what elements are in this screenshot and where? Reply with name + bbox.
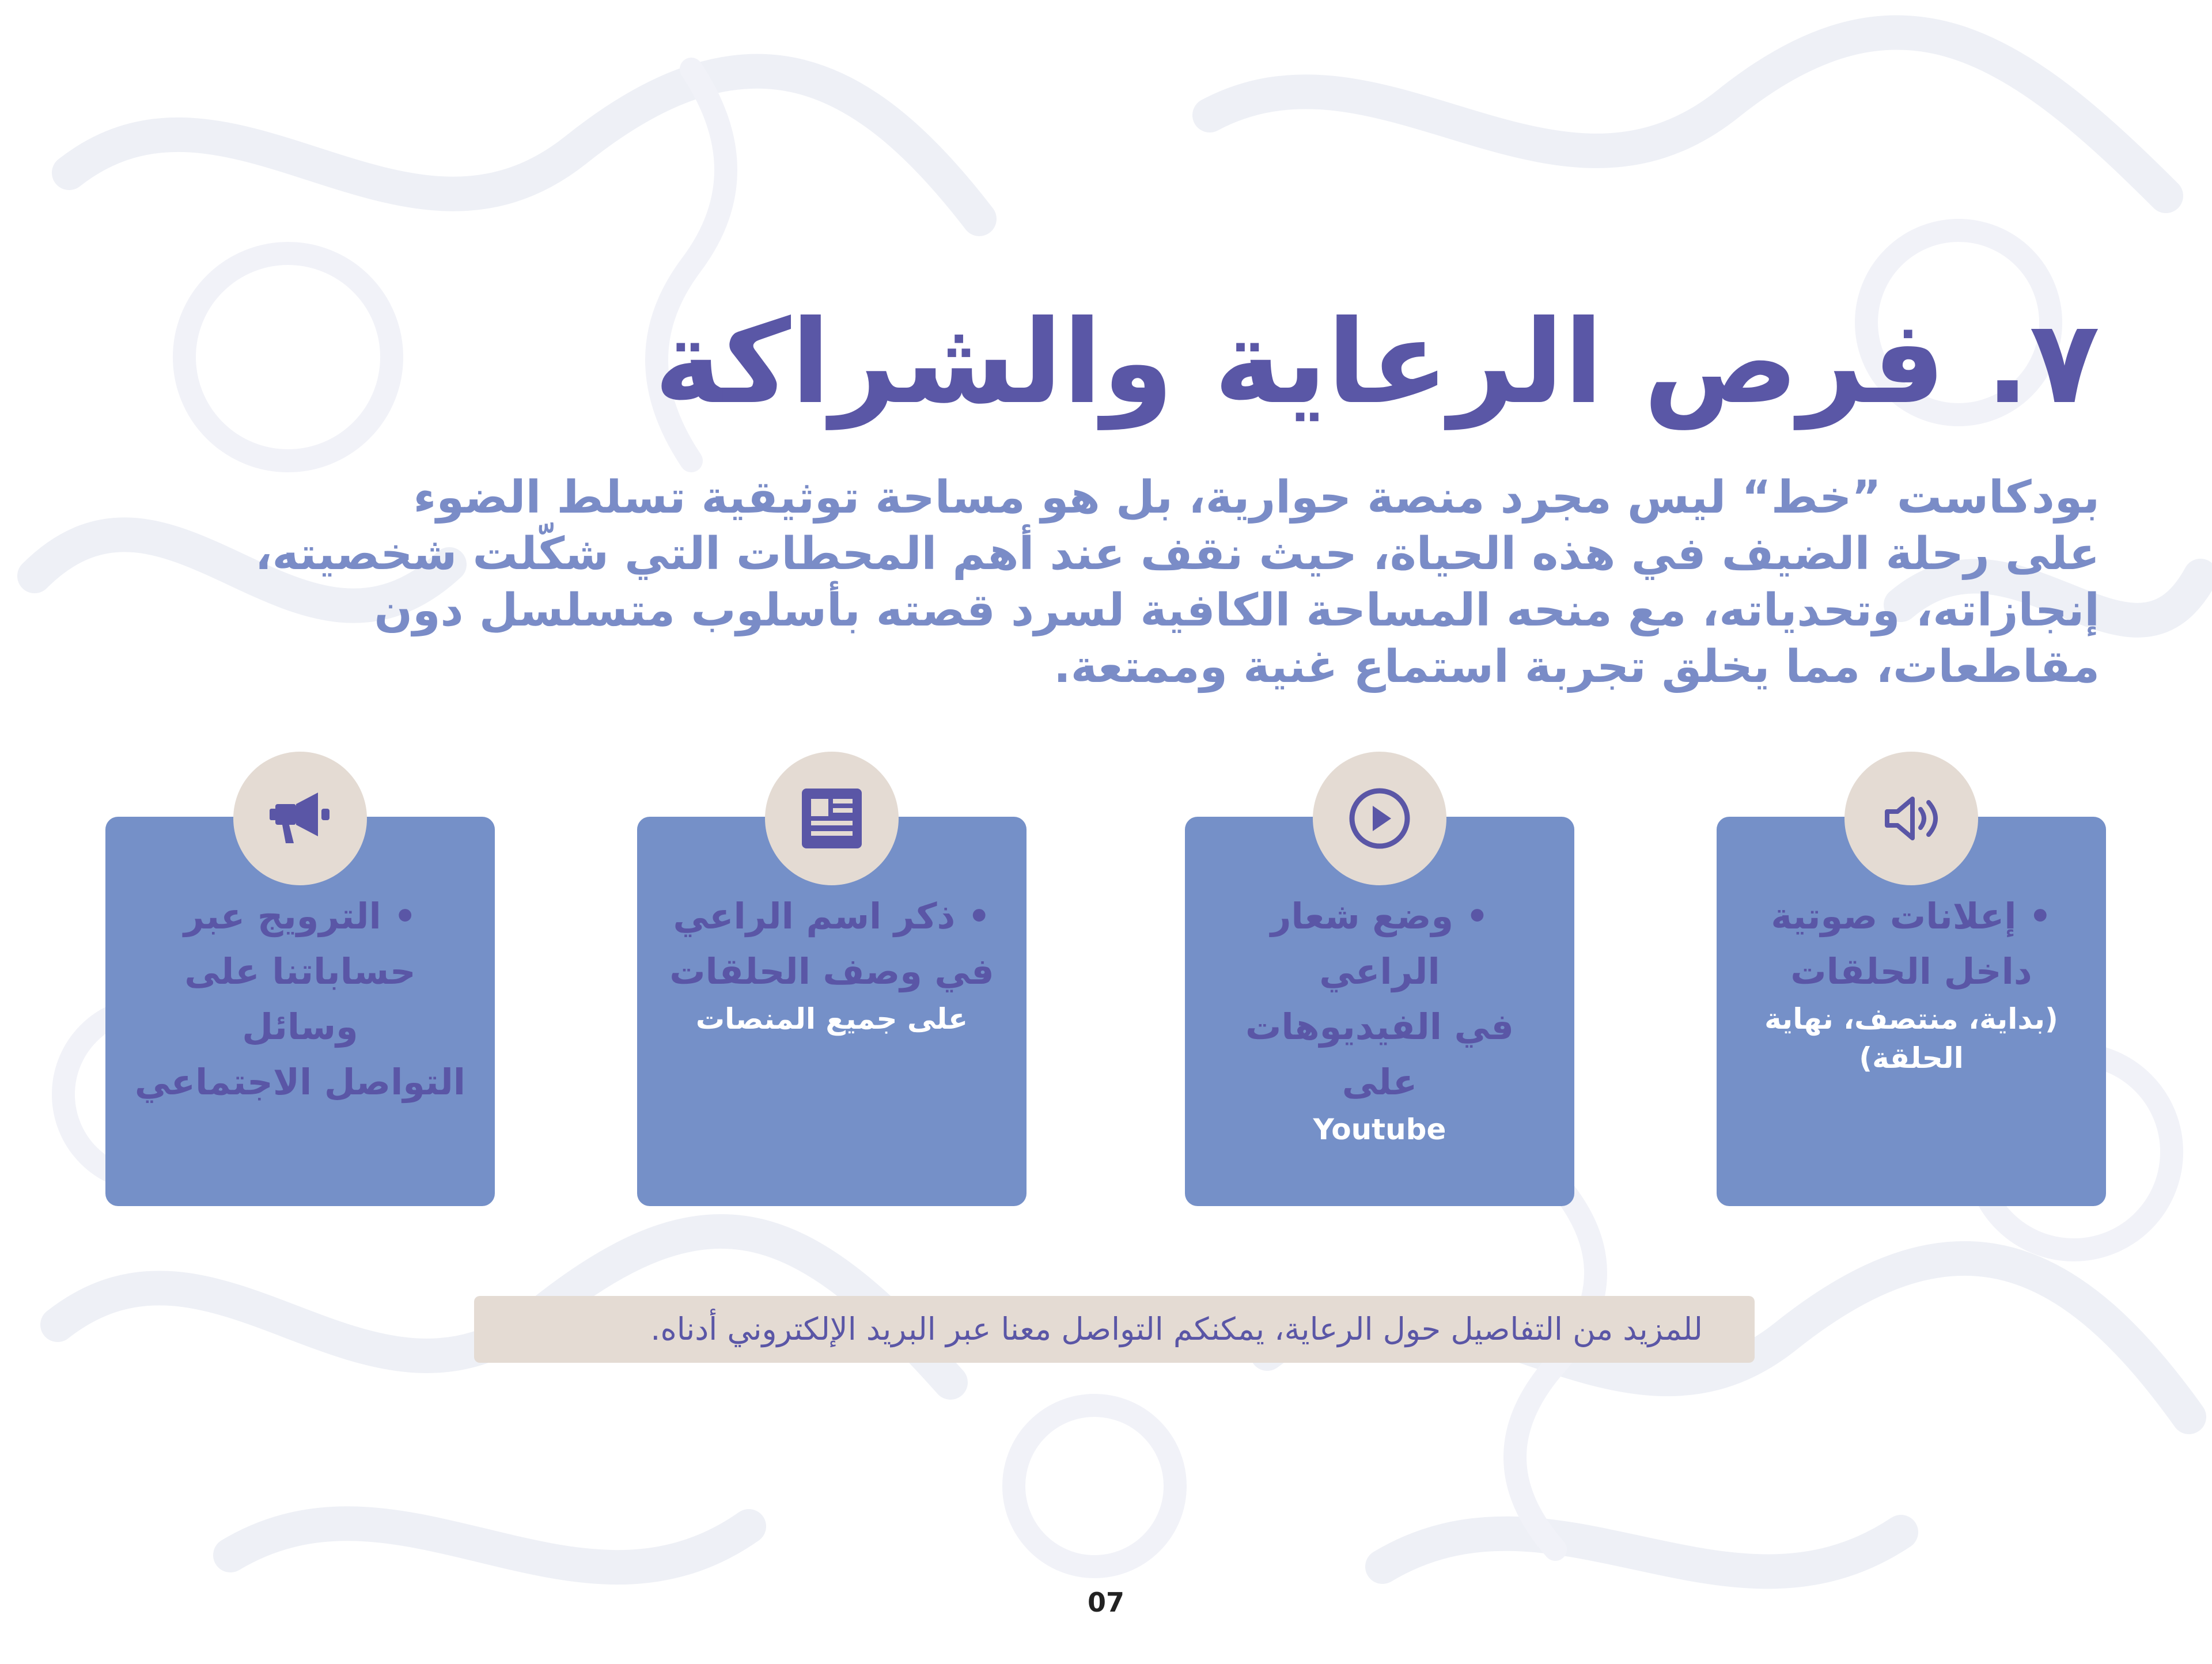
card-line: داخل الحلقات xyxy=(1790,950,2032,992)
card-line: حساباتنا على وسائل xyxy=(184,950,416,1048)
card-line: • ذكر اسم الراعي xyxy=(673,895,991,937)
intro-line: على رحلة الضيف في هذه الحياة، حيث نقف عند أهم المحطات التي شكّلت شخصيته، xyxy=(255,528,2100,580)
card-line: • إعلانات صوتية xyxy=(1771,895,2052,937)
card-line: • الترويج عبر xyxy=(184,895,416,937)
card-line: في الفيديوهات xyxy=(1245,1006,1514,1048)
card-text xyxy=(128,889,472,1110)
card-line: التواصل الاجتماعي xyxy=(134,1061,466,1103)
card-line: على xyxy=(1342,1061,1418,1103)
contact-note-text: للمزيد من التفاصيل حول الرعاية، يمكنكم التواصل معنا عبر البريد الإلكتروني أدناه. xyxy=(650,1311,1703,1347)
card-sub-text xyxy=(1208,1110,1551,1149)
card-subline: (بداية، منتصف، نهاية xyxy=(1764,1002,2058,1036)
card-subline: الحلقة) xyxy=(1859,1041,1964,1075)
play-circle-icon xyxy=(1345,784,1414,853)
card-icon-badge xyxy=(1844,752,1978,885)
speaker-icon xyxy=(1877,790,1946,847)
card-line: • وضع شعار الراعي xyxy=(1270,895,1489,992)
card-text xyxy=(1740,889,2083,1078)
megaphone-icon xyxy=(263,787,338,850)
card-text xyxy=(660,889,1003,1038)
article-icon xyxy=(798,785,865,852)
page-number: 07 xyxy=(1087,1587,1124,1618)
card-sub-text xyxy=(660,999,1003,1038)
card-icon-badge xyxy=(765,752,899,885)
card-icon-badge xyxy=(233,752,367,885)
intro-line: مقاطعات، مما يخلق تجربة استماع غنية وممتعة. xyxy=(1054,641,2100,693)
intro-line: إنجازاته، وتحدياته، مع منحه المساحة الكافية لسرد قصته بأسلوب متسلسل دون xyxy=(374,585,2100,636)
card-main-text xyxy=(1740,889,2083,999)
intro-line: بودكاست ”خط“ ليس مجرد منصة حوارية، بل هو مساحة توثيقية تسلط الضوء xyxy=(413,472,2100,524)
card-icon-badge xyxy=(1313,752,1446,885)
contact-note-banner xyxy=(474,1296,1755,1363)
card-sub-text xyxy=(1740,999,2083,1078)
page-title: ٧. فرص الرعاية والشراكة xyxy=(654,295,2100,430)
intro-paragraph xyxy=(255,469,2100,695)
card-subline: على جميع المنصات xyxy=(695,1002,968,1036)
card-main-text xyxy=(1208,889,1551,1110)
card-main-text xyxy=(660,889,1003,999)
card-subline: Youtube xyxy=(1313,1113,1446,1146)
card-line: في وصف الحلقات xyxy=(669,950,994,992)
card-main-text xyxy=(128,889,472,1110)
card-text xyxy=(1208,889,1551,1149)
